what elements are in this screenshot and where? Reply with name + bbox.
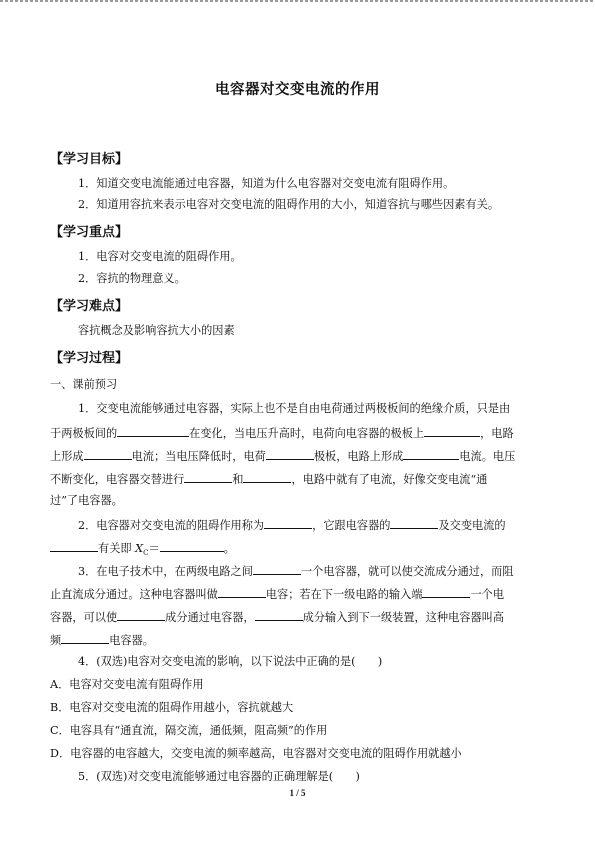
- answer-blank[interactable]: [255, 608, 303, 621]
- answer-blank[interactable]: [117, 608, 165, 621]
- q2-line-2: 有关即 $X_C=$ 。: [50, 539, 550, 561]
- goal-item-1: 1．知道交变电流能通过电容器，知道为什么电容器对交变电流有阻碍作用。: [78, 177, 455, 190]
- q1-line-5: 过”了电容器。: [50, 494, 123, 507]
- answer-blank[interactable]: [403, 447, 459, 460]
- goal-item-2: 2．知道用容抗来表示电容对交变电流的阻碍作用的大小，知道容抗与哪些因素有关。: [78, 198, 500, 211]
- q4-option-c: C．电容具有“通直流，隔交流，通低频，阻高频”的作用: [50, 724, 328, 737]
- page-top-border: [0, 0, 595, 2]
- page-number: 1 / 5: [289, 788, 306, 798]
- answer-blank[interactable]: [84, 447, 132, 460]
- q3-line-1: 3．在电子技术中，在两级电路之间 一个电容器，就可以使交流成分通过，而阻: [78, 562, 550, 580]
- goals-heading: 【学习目标】: [50, 152, 129, 167]
- answer-blank[interactable]: [184, 470, 232, 483]
- page-title: 电容器对交变电流的作用: [215, 82, 380, 98]
- q3-line-3: 容器，可以使 成分通过电容器， 成分输入到下一级装置，这种电容器叫高: [50, 608, 550, 626]
- difficulty-text: 容抗概念及影响容抗大小的因素: [78, 324, 235, 337]
- q1-line-1: 1．交变电流能够通过电容器，实际上也不是自由电荷通过两极板间的绝缘介质，只是由: [78, 402, 511, 415]
- answer-blank[interactable]: [218, 585, 266, 598]
- answer-blank[interactable]: [243, 470, 291, 483]
- q4-option-d: D．电容器的电容越大，交变电流的频率越高，电容器对交变电流的阻碍作用就越小: [50, 747, 462, 760]
- answer-blank[interactable]: [390, 516, 438, 529]
- answer-blank[interactable]: [253, 562, 301, 575]
- q5-stem: 5．(双选)对交变电流能够通过电容器的正确理解是( ): [78, 770, 360, 783]
- answer-blank[interactable]: [266, 447, 314, 460]
- process-heading: 【学习过程】: [50, 351, 129, 366]
- capacitive-reactance-symbol: X: [135, 542, 144, 555]
- q1-line-2: 于两极板间的 在变化，当电压升高时，电荷向电容器的极板上 ，电路: [50, 424, 550, 442]
- focus-heading: 【学习重点】: [50, 225, 129, 240]
- answer-blank[interactable]: [160, 539, 224, 552]
- q3-line-2: 止直流成分通过。这种电容器叫做 电容；若在下一级电路的输入端 一个电: [50, 585, 550, 603]
- q2-line-1: 2．电容器对交变电流的阻碍作用称为 ，它跟电容器的 及交变电流的: [78, 516, 550, 534]
- answer-blank[interactable]: [424, 424, 480, 437]
- answer-blank[interactable]: [422, 585, 470, 598]
- focus-item-2: 2．容抗的物理意义。: [78, 272, 186, 285]
- q3-line-4: 频 电容器。: [50, 631, 550, 649]
- q4-option-a: A．电容对交变电流有阻碍作用: [50, 678, 204, 691]
- answer-blank[interactable]: [50, 539, 98, 552]
- answer-blank[interactable]: [264, 516, 312, 529]
- focus-item-1: 1．电容对交变电流的阻碍作用。: [78, 250, 242, 263]
- answer-blank[interactable]: [117, 424, 189, 437]
- q1-line-4: 不断变化，电容器交替进行 和 ，电路中就有了电流，好像交变电流“通: [50, 470, 550, 488]
- difficulty-heading: 【学习难点】: [50, 299, 129, 314]
- q4-option-b: B．电容对交变电流的阻碍作用越小，容抗就越大: [50, 701, 294, 714]
- q1-line-3: 上形成 电流；当电压降低时，电荷 极板，电路上形成 电流。电压: [50, 447, 550, 465]
- q4-stem: 4．(双选)电容对交变电流的影响，以下说法中正确的是( ): [78, 655, 383, 668]
- preview-heading: 一、课前预习: [50, 378, 118, 391]
- answer-blank[interactable]: [61, 631, 109, 644]
